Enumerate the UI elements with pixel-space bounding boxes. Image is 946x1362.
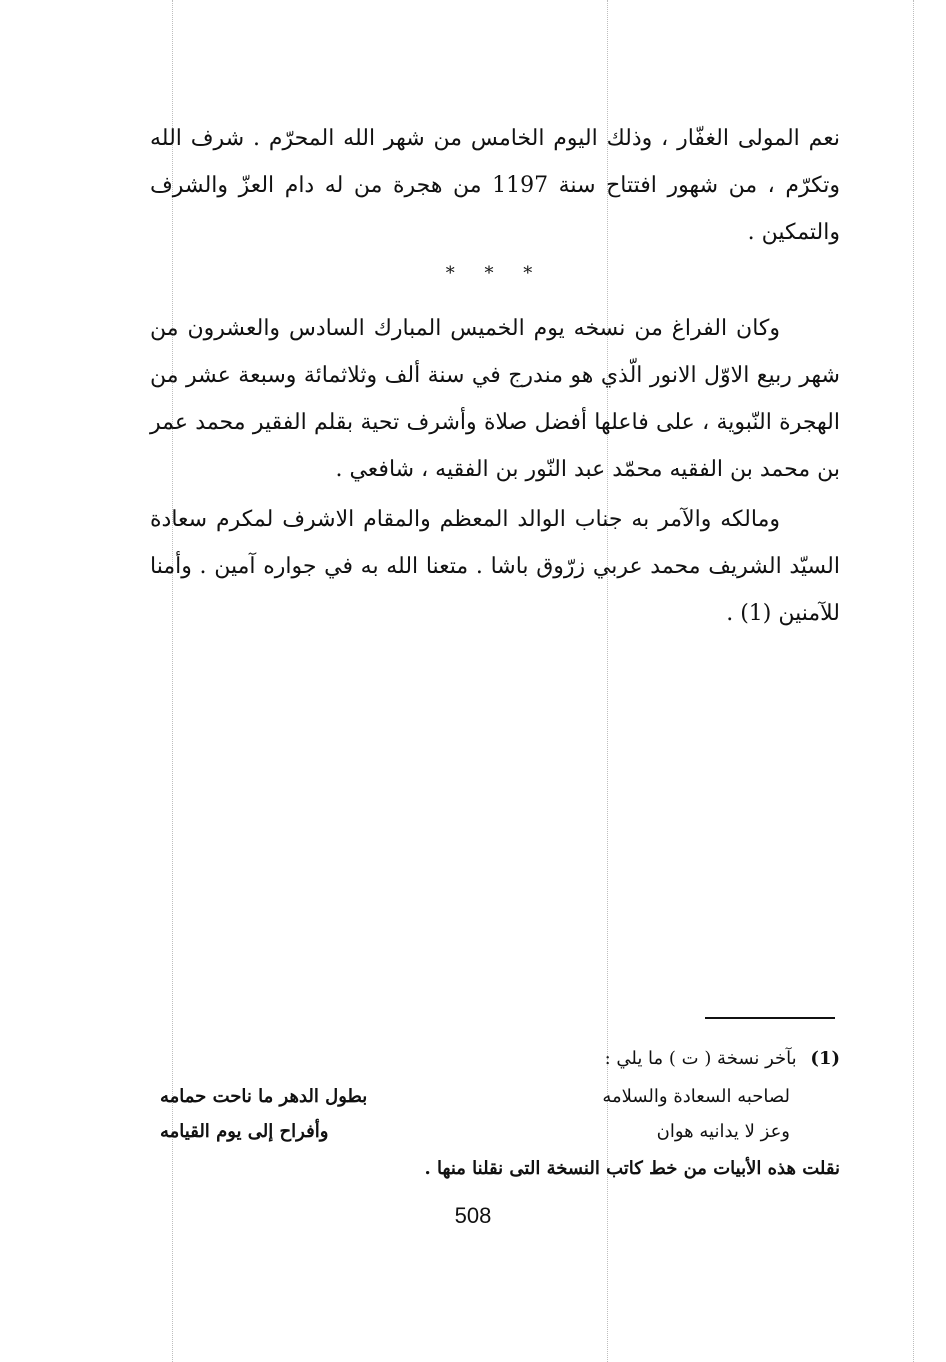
paragraph-colophon-date xyxy=(150,115,840,256)
section-separator: * * * xyxy=(445,263,545,284)
footnote-divider xyxy=(705,1017,835,1019)
verse-second-hemistich: وأفراح إلى يوم القيامه xyxy=(160,1121,329,1142)
paragraph-owner xyxy=(150,496,840,637)
verse-line xyxy=(160,1080,790,1114)
footnote-number: (1) xyxy=(810,1048,840,1069)
verse-line xyxy=(160,1115,790,1149)
page-number: 508 xyxy=(454,1203,492,1228)
footnote-intro-text: بآخر نسخة ( ت ) ما يلي : xyxy=(604,1048,797,1069)
footnote-note: نقلت هذه الأبيات من خط كاتب النسخة التى نقلنا منها . xyxy=(424,1158,840,1179)
paragraph-text: نعم المولى الغفّار ، وذلك اليوم الخامس من شهر الله المحرّم . شرف الله وتكرّم ، من شهور افتتاح سنة 1197 من هجرة من له دام العزّ والشرف والتمكين . xyxy=(150,126,840,245)
paragraph-text: وكان الفراغ من نسخه يوم الخميس المبارك السادس والعشرون من شهر ربيع الاوّل الانور الّذي هو مندرج في سنة ألف وثلاثمائة وسبعة عشر من الهجرة النّبوية ، على فاعلها أفضل صلاة وأشرف تحية بقلم الفقير محمد عمر بن محمد بن الفقيه محمّد عبد النّور بن الفقيه ، شافعي . xyxy=(150,316,840,482)
footnote-intro xyxy=(150,1042,840,1076)
verse-first-hemistich: لصاحبه السعادة والسلامه xyxy=(602,1086,790,1107)
paragraph-copyist xyxy=(150,305,840,493)
paragraph-text: ومالكه والآمر به جناب الوالد المعظم والمقام الاشرف لمكرم سعادة السيّد الشريف محمد عربي زرّوق باشا . متعنا الله به في جواره آمين . وأمنا للآمنين (1) . xyxy=(150,507,840,626)
verse-first-hemistich: وعز لا يدانيه هوان xyxy=(656,1121,790,1142)
scan-guide-line xyxy=(913,0,914,1362)
verse-second-hemistich: بطول الدهر ما ناحت حمامه xyxy=(160,1086,368,1107)
